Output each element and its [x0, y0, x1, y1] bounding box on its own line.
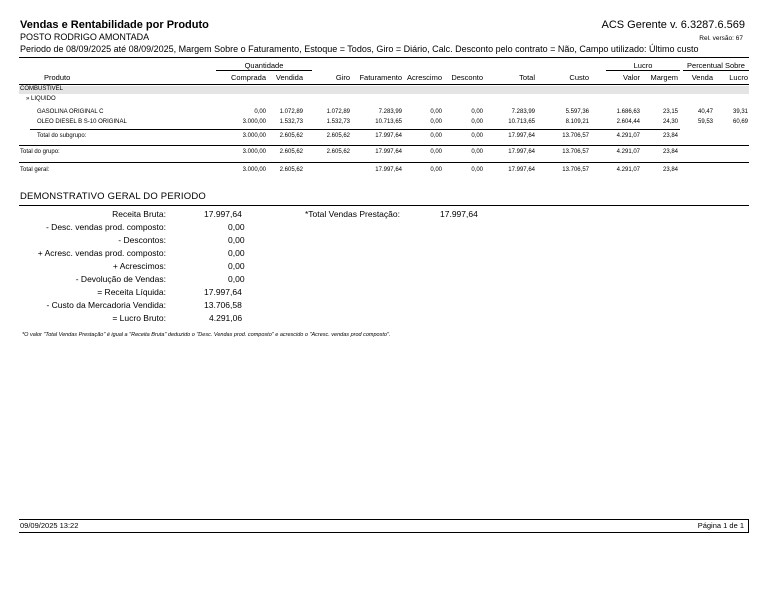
summary-value-acrescimos: 0,00 — [228, 261, 245, 271]
col-desconto: Desconto — [451, 73, 483, 82]
group-total-giro: 2.605,62 — [326, 149, 350, 155]
summary-label-receita-liquida: = Receita Líquida: — [97, 287, 166, 297]
group-total-comprada: 3.000,00 — [242, 149, 266, 155]
row-vendida: 1.072,89 — [279, 109, 303, 115]
row-valor: 2.604,44 — [616, 119, 640, 125]
summary-label-acrescimos: + Acrescimos: — [112, 261, 166, 271]
system-version: ACS Gerente v. 6.3287.6.569 — [601, 19, 745, 31]
group-underline-percentual — [683, 70, 749, 71]
row-acrescimo: 0,00 — [430, 109, 442, 115]
col-custo: Custo — [569, 73, 589, 82]
group-total-label: Total do grupo: — [20, 149, 60, 155]
printed-at: 09/09/2025 13:22 — [20, 521, 79, 530]
summary-value-custo-mercadoria: 13.706,58 — [204, 300, 242, 310]
row-faturamento: 7.283,99 — [378, 109, 402, 115]
group-total-margem: 23,84 — [662, 149, 678, 155]
group-header-percentual: Percentual Sobre — [687, 61, 745, 70]
grand-total-divider — [19, 162, 749, 163]
row-custo: 5.597,36 — [565, 109, 589, 115]
row-produto: OLEO DIESEL B S-10 ORIGINAL — [37, 119, 127, 125]
subtotal-acrescimo: 0,00 — [430, 133, 442, 139]
summary-value-lucro-bruto: 4.291,06 — [209, 313, 243, 323]
page-number: Página 1 de 1 — [697, 521, 744, 530]
col-faturamento: Faturamento — [359, 73, 402, 82]
subtotal-label: Total do subgrupo: — [37, 133, 87, 139]
row-lucro: 60,69 — [732, 119, 748, 125]
group-total-desconto: 0,00 — [471, 149, 483, 155]
row-margem: 23,15 — [662, 109, 678, 115]
report-title: Vendas e Rentabilidade por Produto — [20, 19, 209, 31]
report-version: Rel. versão: 67 — [699, 35, 743, 42]
summary-value-devolucao: 0,00 — [228, 274, 245, 284]
grand-total-faturamento: 17.997,64 — [375, 167, 402, 173]
group-total-divider — [19, 145, 749, 146]
col-venda: Venda — [691, 73, 713, 82]
grand-total-margem: 23,84 — [662, 167, 678, 173]
grand-total-label: Total geral: — [20, 167, 50, 173]
subtotal-divider — [30, 129, 680, 130]
row-giro: 1.072,89 — [326, 109, 350, 115]
summary-label-lucro-bruto: = Lucro Bruto: — [112, 313, 166, 323]
summary-label-devolucao: - Devolução de Vendas: — [75, 274, 166, 284]
col-acrescimo: Acrescimo — [406, 73, 442, 82]
grand-total-vendida: 2.605,62 — [279, 167, 303, 173]
col-lucro: Lucro — [729, 73, 748, 82]
subtotal-faturamento: 17.997,64 — [375, 133, 402, 139]
subgroup-name: » LIQUIDO — [26, 96, 56, 102]
summary-value-receita-bruta: 17.997,64 — [204, 209, 242, 219]
grand-total-comprada: 3.000,00 — [242, 167, 266, 173]
summary-label-custo-mercadoria: - Custo da Mercadoria Vendida: — [46, 300, 166, 310]
summary-value-desc-composto: 0,00 — [228, 222, 245, 232]
col-produto: Produto — [44, 73, 71, 82]
subtotal-total: 17.997,64 — [508, 133, 535, 139]
subtotal-comprada: 3.000,00 — [242, 133, 266, 139]
row-produto: GASOLINA ORIGINAL C — [37, 109, 104, 115]
group-total-faturamento: 17.997,64 — [375, 149, 402, 155]
group-total-vendida: 2.605,62 — [279, 149, 303, 155]
subtotal-margem: 23,84 — [662, 133, 678, 139]
header-divider — [19, 57, 749, 58]
row-venda: 40,47 — [697, 109, 713, 115]
col-giro: Giro — [335, 73, 350, 82]
row-margem: 24,30 — [662, 119, 678, 125]
col-valor: Valor — [623, 73, 640, 82]
row-desconto: 0,00 — [471, 119, 483, 125]
col-margem: Margem — [650, 73, 678, 82]
footer-bar — [19, 519, 749, 533]
row-total: 10.713,65 — [508, 119, 535, 125]
group-total-custo: 13.706,57 — [562, 149, 589, 155]
col-total: Total — [519, 73, 535, 82]
row-giro: 1.532,73 — [326, 119, 350, 125]
row-faturamento: 10.713,65 — [375, 119, 402, 125]
group-underline-lucro — [606, 70, 680, 71]
group-underline-quantidade — [216, 70, 312, 71]
summary-label-descontos: - Descontos: — [118, 235, 166, 245]
grand-total-valor: 4.291,07 — [616, 167, 640, 173]
grand-total-custo: 13.706,57 — [562, 167, 589, 173]
row-desconto: 0,00 — [471, 109, 483, 115]
col-comprada: Comprada — [230, 73, 266, 82]
grand-total-total: 17.997,64 — [508, 167, 535, 173]
summary-divider — [19, 205, 749, 206]
summary-value-descontos: 0,00 — [228, 235, 245, 245]
summary-value-acresc-composto: 0,00 — [228, 248, 245, 258]
group-band — [19, 86, 749, 94]
row-venda: 59,53 — [697, 119, 713, 125]
grand-total-desconto: 0,00 — [471, 167, 483, 173]
group-header-lucro: Lucro — [633, 61, 653, 70]
prestacao-label: *Total Vendas Prestação: — [305, 209, 400, 219]
subtotal-valor: 4.291,07 — [616, 133, 640, 139]
row-custo: 8.109,21 — [565, 119, 589, 125]
summary-label-desc-composto: - Desc. vendas prod. composto: — [45, 222, 166, 232]
row-total: 7.283,99 — [511, 109, 535, 115]
grand-total-acrescimo: 0,00 — [430, 167, 442, 173]
row-comprada: 0,00 — [254, 109, 266, 115]
subtotal-giro: 2.605,62 — [326, 133, 350, 139]
summary-title: DEMONSTRATIVO GERAL DO PERIODO — [20, 191, 206, 202]
prestacao-value: 17.997,64 — [440, 209, 478, 219]
row-vendida: 1.532,73 — [279, 119, 303, 125]
group-name: COMBUSTIVEL — [20, 86, 64, 92]
row-lucro: 39,31 — [732, 109, 748, 115]
group-total-acrescimo: 0,00 — [430, 149, 442, 155]
group-total-total: 17.997,64 — [508, 149, 535, 155]
row-valor: 1.686,63 — [616, 109, 640, 115]
summary-label-receita-bruta: Receita Bruta: — [112, 209, 166, 219]
company-name: POSTO RODRIGO AMONTADA — [20, 32, 150, 42]
subtotal-desconto: 0,00 — [471, 133, 483, 139]
summary-footnote: *O valor "Total Vendas Prestação" é igual a "Receita Bruta" deduzido o "Desc. Vendas prod. composto" e acrescido o "Acresc. vendas prod composto". — [22, 332, 391, 338]
report-parameters: Periodo de 08/09/2025 até 08/09/2025, Margem Sobre o Faturamento, Estoque = Todos, Giro = Diário, Calc. Desconto pelo contrato = Não, Campo utilizado: Último custo — [20, 44, 699, 54]
row-comprada: 3.000,00 — [242, 119, 266, 125]
summary-value-receita-liquida: 17.997,64 — [204, 287, 242, 297]
subtotal-vendida: 2.605,62 — [279, 133, 303, 139]
subtotal-custo: 13.706,57 — [562, 133, 589, 139]
row-acrescimo: 0,00 — [430, 119, 442, 125]
group-header-quantidade: Quantidade — [244, 61, 284, 70]
group-total-valor: 4.291,07 — [616, 149, 640, 155]
col-vendida: Vendida — [275, 73, 303, 82]
column-header-divider — [19, 84, 749, 85]
summary-label-acresc-composto: + Acresc. vendas prod. composto: — [37, 248, 166, 258]
